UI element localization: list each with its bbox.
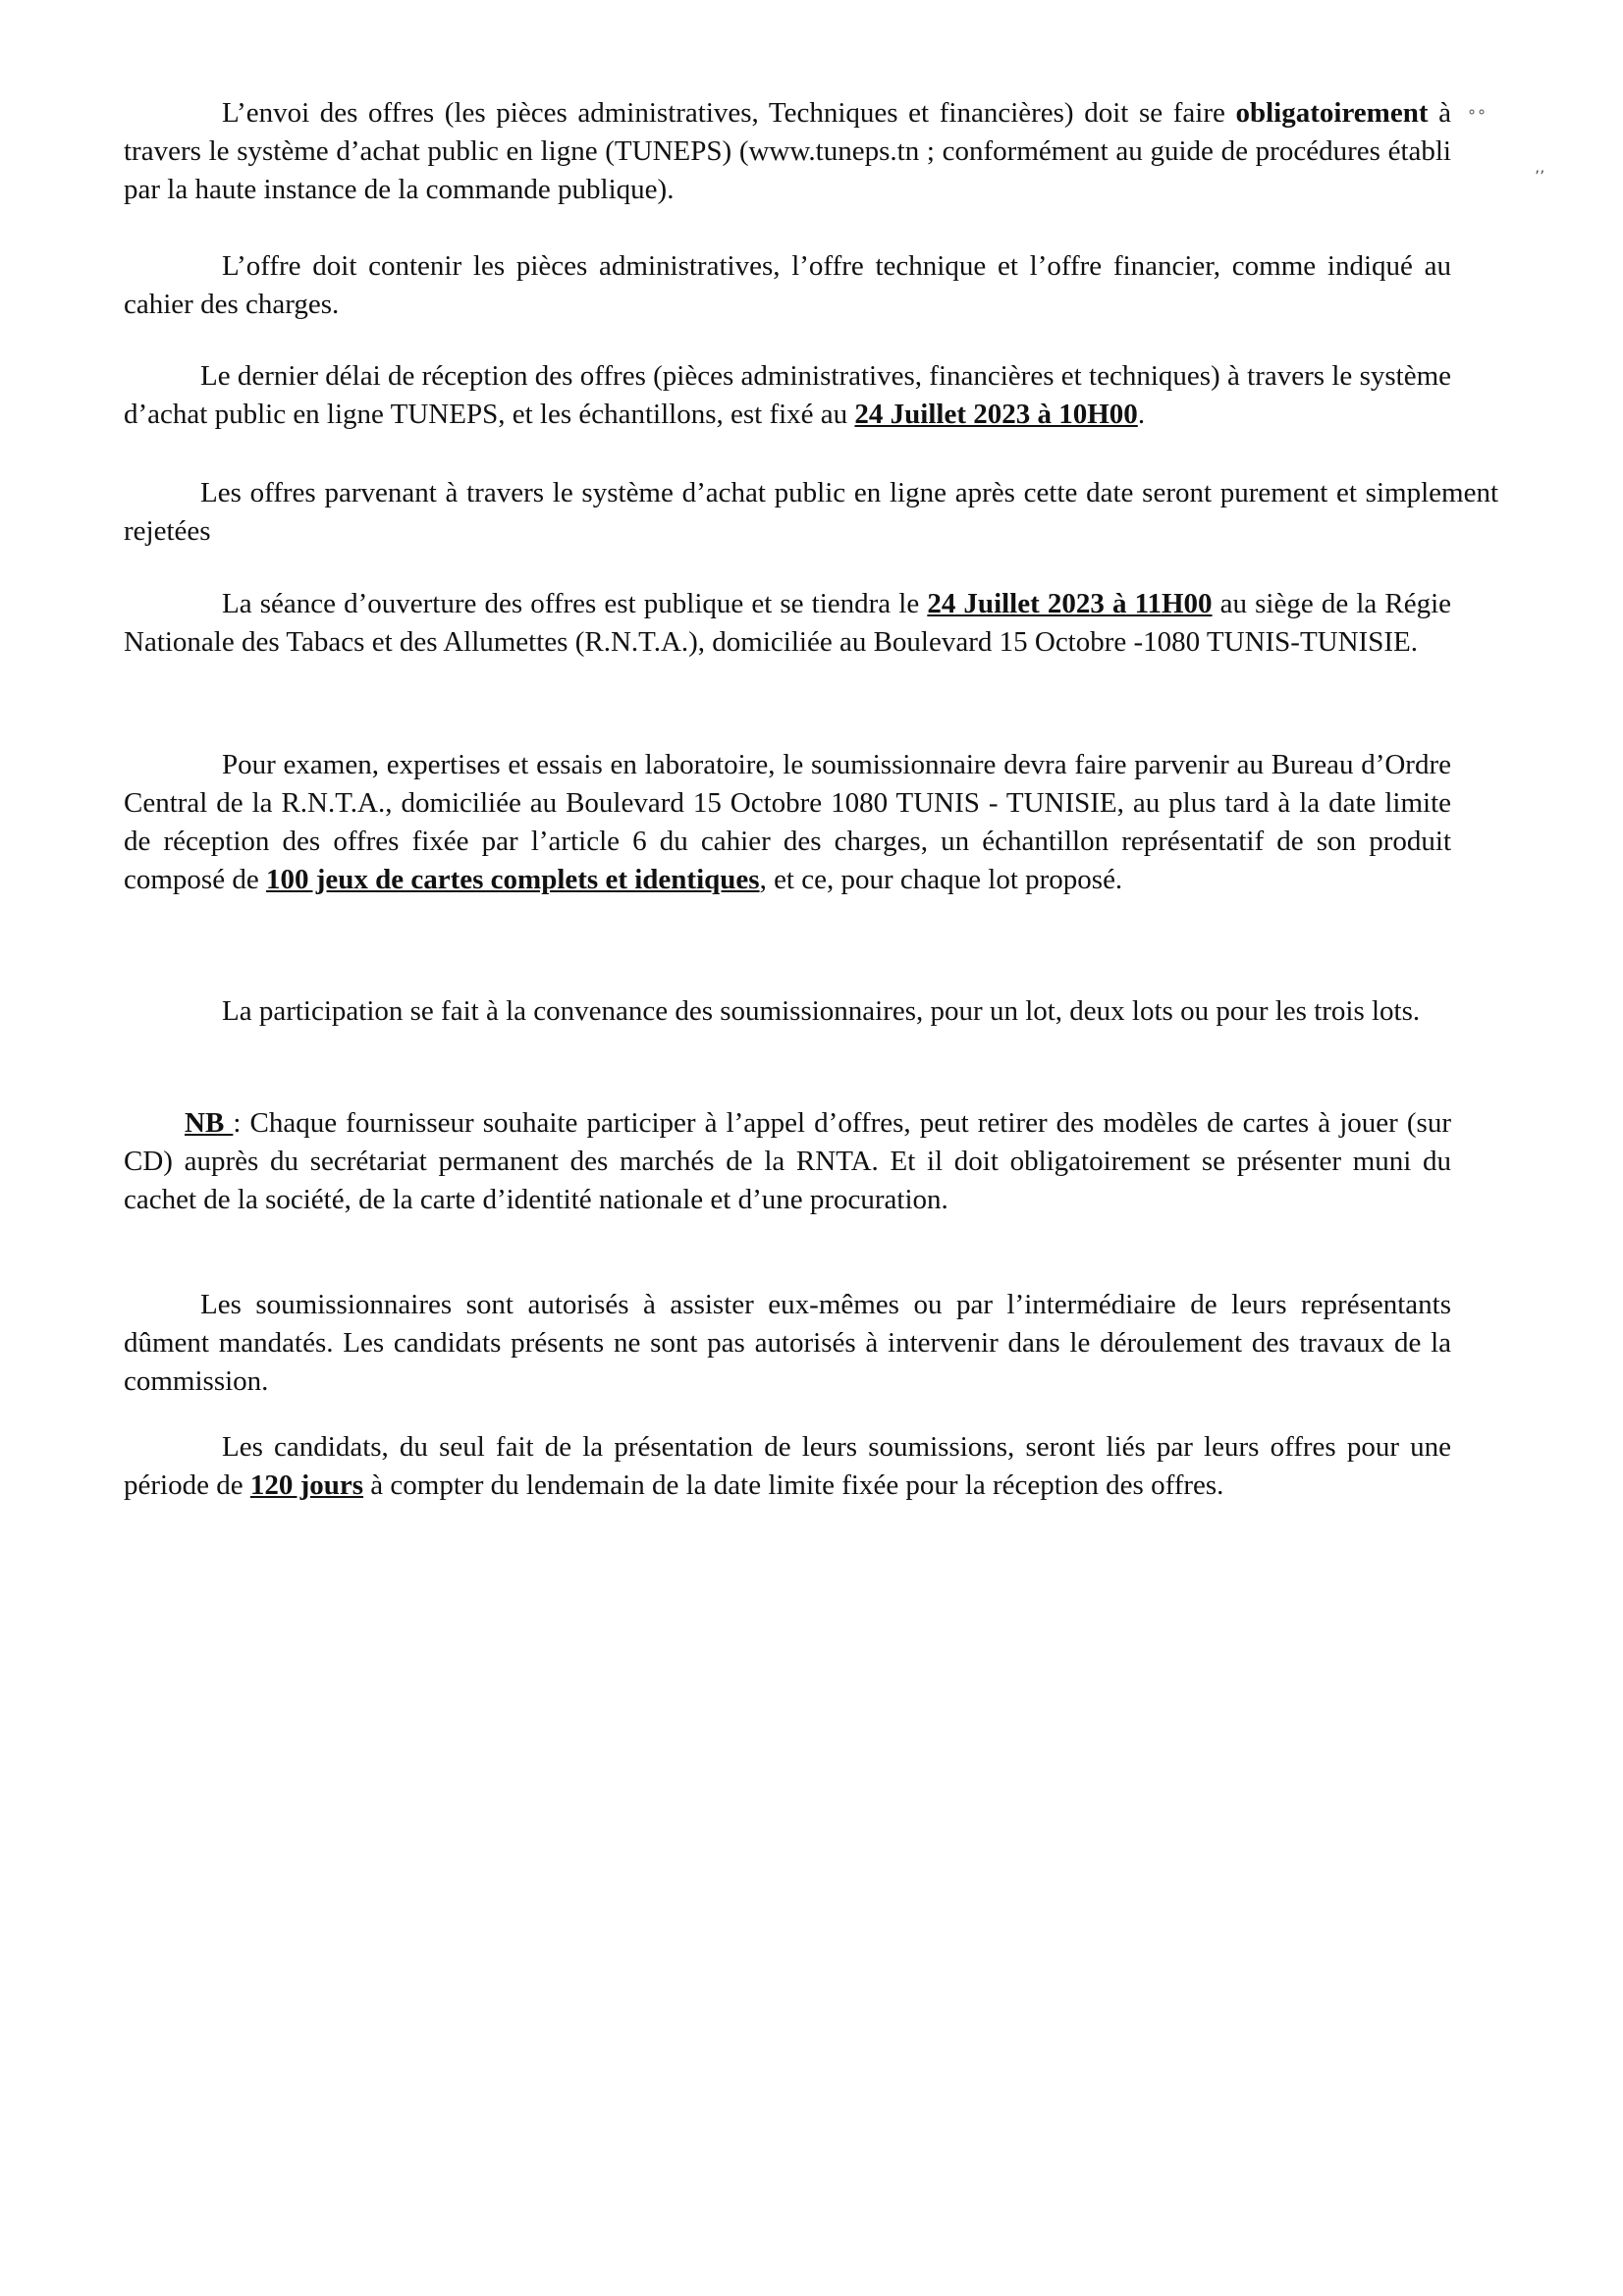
paragraph-submission: L’envoi des offres (les pièces administratives, Techniques et financières) doit se faire obligatoirement à travers le système d’achat public en ligne (TUNEPS) (www.tuneps.tn ; conformément au guide de procédures établi par la haute instance de la commande publique). bbox=[124, 97, 1451, 205]
paragraph-offer-contents: L’offre doit contenir les pièces administratives, l’offre technique et l’offre financier, comme indiqué au cahier des charges. bbox=[124, 250, 1451, 320]
paragraph-late-offers: Les offres parvenant à travers le système d’achat public en ligne après cette date seront purement et simplement rejetées bbox=[124, 477, 1498, 547]
paragraph-nb: NB : Chaque fournisseur souhaite participer à l’appel d’offres, peut retirer des modèles de cartes à jouer (sur CD) auprès du secrétariat permanent des marchés de la RNTA. Et il doit obligatoirement se présenter muni du cachet de la société, de la carte d’identité nationale et d’une procuration. bbox=[124, 1107, 1451, 1215]
sample-quantity: 100 jeux de cartes complets et identiques bbox=[265, 864, 760, 895]
nb-label: NB bbox=[185, 1107, 234, 1139]
paragraph-samples: Pour examen, expertises et essais en laboratoire, le soumissionnaire devra faire parvenir au Bureau d’Ordre Central de la R.N.T.A., domiciliée au Boulevard 15 Octobre 1080 TUNIS - TUNISIE, au plus tard à la date limite de réception des offres fixée par l’article 6 du cahier des charges, un échantillon représentatif de son produit composé de 100 jeux de cartes complets et identiques, et ce, pour chaque lot proposé. bbox=[124, 749, 1451, 895]
margin-mark-top-right: ∘∘ bbox=[1467, 102, 1488, 121]
paragraph-deadline: Le dernier délai de réception des offres (pièces administratives, financières et techniques) à travers le système d’achat public en ligne TUNEPS, et les échantillons, est fixé au 24 Juillet 2023 à 10H00. bbox=[124, 360, 1451, 430]
margin-mark-right: ’’ bbox=[1535, 167, 1545, 186]
paragraph-validity: Les candidats, du seul fait de la présentation de leurs soumissions, seront liés par leurs offres pour une période de 120 jours à compter du lendemain de la date limite fixée pour la réception des offres. bbox=[124, 1431, 1451, 1501]
validity-period: 120 jours bbox=[249, 1469, 364, 1501]
paragraph-participation: La participation se fait à la convenance des soumissionnaires, pour un lot, deux lots ou pour les trois lots. bbox=[222, 995, 1421, 1027]
emphasis-obligatoirement: obligatoirement bbox=[1235, 97, 1429, 129]
paragraph-opening-session: La séance d’ouverture des offres est publique et se tiendra le 24 Juillet 2023 à 11H00 au siège de la Régie Nationale des Tabacs et des Allumettes (R.N.T.A.), domiciliée au Boulevard 15 Octobre -1080 TUNIS-TUNISIE. bbox=[124, 588, 1452, 658]
deadline-date: 24 Juillet 2023 à 10H00 bbox=[854, 399, 1138, 430]
opening-date: 24 Juillet 2023 à 11H00 bbox=[927, 588, 1213, 619]
paragraph-attendance: Les soumissionnaires sont autorisés à assister eux-mêmes ou par l’intermédiaire de leurs représentants dûment mandatés. Les candidats présents ne sont pas autorisés à intervenir dans le déroulement des travaux de la commission. bbox=[124, 1289, 1451, 1397]
